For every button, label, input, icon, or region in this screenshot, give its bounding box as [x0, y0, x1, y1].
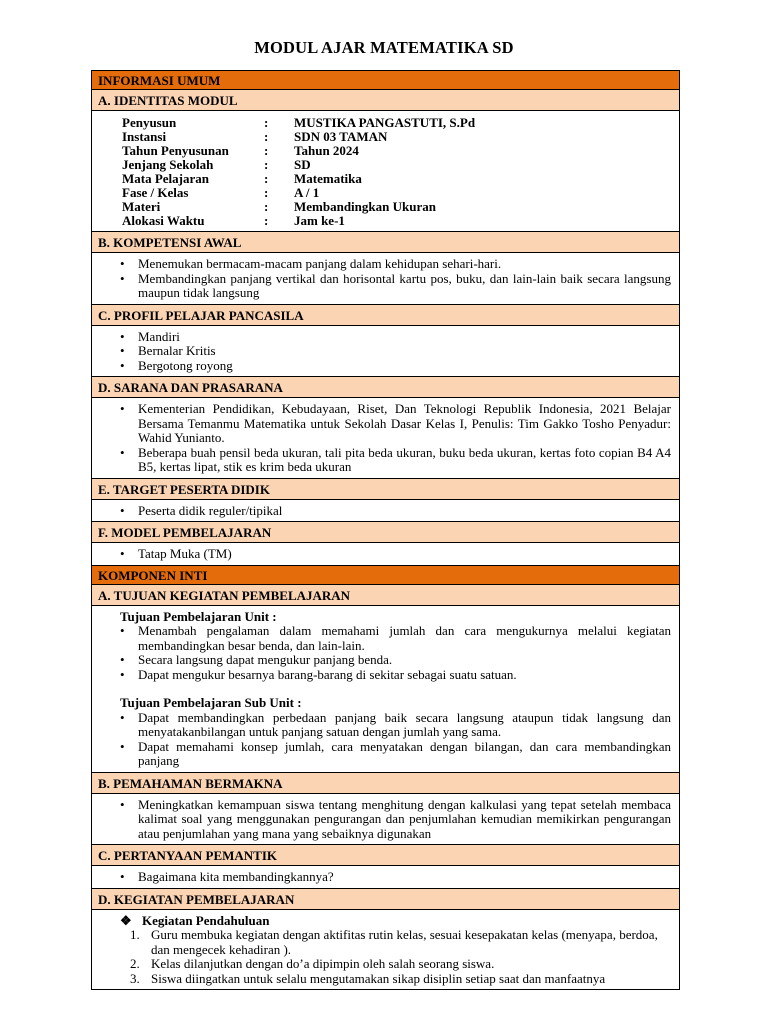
tujuan-content [92, 606, 679, 773]
identitas-key: Fase / Kelas [122, 185, 189, 200]
identitas-colon: : [264, 143, 269, 158]
header-profil-pelajar: C. PROFIL PELAJAR PANCASILA [92, 305, 679, 326]
identitas-colon: : [264, 213, 269, 228]
identitas-row [122, 186, 679, 200]
identitas-colon: : [264, 115, 269, 130]
diamond-bullet-icon: ❖ [120, 912, 132, 928]
pertanyaan-content [92, 866, 679, 889]
identitas-row [122, 200, 679, 214]
list-item: • Meningkatkan kemampuan siswa tentang menghitung dengan kalkulasi yang tepat setelah membaca kalimat soal yang menggunakan pengurangan dan penjumlahan kemudian memikirkan pengurangan atau penjumlahan yang mana yang sebaiknya digunakan [100, 798, 671, 842]
identitas-list [92, 111, 679, 232]
list-item: • Membandingkan panjang vertikal dan horisontal kartu pos, buku, dan lain-lain baik secara langsung maupun tidak langsung [100, 272, 671, 301]
identitas-key: Penyusun [122, 115, 177, 130]
identitas-colon: : [264, 199, 269, 214]
identitas-key: Alokasi Waktu [122, 213, 205, 228]
tujuan-subunit-title: Tujuan Pembelajaran Sub Unit : [120, 695, 302, 710]
tujuan-unit-title: Tujuan Pembelajaran Unit : [120, 608, 277, 624]
list-item: • Beberapa buah pensil beda ukuran, tali pita beda ukuran, buku beda ukuran, kertas foto copian B4 A4 B5, kertas lipat, stik es krim beda ukuran [100, 446, 671, 475]
model-content [92, 543, 679, 566]
identitas-value: Membandingkan Ukuran [294, 199, 436, 214]
profil-content [92, 326, 679, 378]
target-content [92, 500, 679, 523]
identitas-row [122, 172, 679, 186]
document-title: MODUL AJAR MATEMATIKA SD [254, 38, 514, 57]
list-item: • Mandiri [100, 330, 671, 345]
pemahaman-content [92, 794, 679, 846]
list-item: • Dapat membandingkan perbedaan panjang baik secara langsung ataupun tidak langsung dan menyatakanbilangan untuk panjang satuan dengan jumlah yang sama. [100, 711, 671, 740]
identitas-key: Tahun Penyusunan [122, 143, 229, 158]
identitas-value: SDN 03 TAMAN [294, 129, 388, 144]
identitas-row [122, 144, 679, 158]
identitas-value: Jam ke-1 [294, 213, 345, 228]
header-kompetensi-awal: B. KOMPETENSI AWAL [92, 232, 679, 253]
header-pertanyaan-pemantik: C. PERTANYAAN PEMANTIK [92, 845, 679, 866]
list-item: • Bergotong royong [100, 359, 671, 374]
section-komponen-inti: KOMPONEN INTI [92, 566, 679, 585]
step-number: 1. [130, 927, 140, 942]
identitas-value: MUSTIKA PANGASTUTI, S.Pd [294, 115, 476, 130]
list-item: • Peserta didik reguler/tipikal [100, 504, 671, 519]
list-item [100, 957, 671, 972]
list-item [100, 928, 671, 957]
header-identitas-modul: A. IDENTITAS MODUL [92, 90, 679, 111]
header-model-pembelajaran: F. MODEL PEMBELAJARAN [92, 522, 679, 543]
kegiatan-subheading [100, 914, 671, 929]
identitas-row [122, 214, 679, 228]
identitas-colon: : [264, 157, 269, 172]
list-item: • Secara langsung dapat mengukur panjang benda. [100, 653, 671, 668]
header-sarana-prasarana: D. SARANA DAN PRASARANA [92, 377, 679, 398]
list-item: • Bernalar Kritis [100, 344, 671, 359]
kegiatan-content [92, 910, 679, 990]
identitas-value: Matematika [294, 171, 362, 186]
header-tujuan-kegiatan: A. TUJUAN KEGIATAN PEMBELAJARAN [92, 585, 679, 606]
step-number: 2. [130, 956, 140, 971]
identitas-key: Mata Pelajaran [122, 171, 210, 186]
identitas-key: Instansi [122, 129, 167, 144]
header-pemahaman-bermakna: B. PEMAHAMAN BERMAKNA [92, 773, 679, 794]
module-table [91, 70, 680, 990]
kegiatan-subtitle: Kegiatan Pendahuluan [142, 912, 270, 928]
step-text: Kelas dilanjutkan dengan do’a dipimpin oleh salah seorang siswa. [151, 956, 495, 971]
identitas-value: A / 1 [294, 185, 320, 200]
identitas-row [122, 158, 679, 172]
section-informasi-umum: INFORMASI UMUM [92, 71, 679, 90]
list-item: • Menambah pengalaman dalam memahami jumlah dan cara mengukurnya melalui kegiatan membandingkan besar benda, dan lain-lain. [100, 624, 671, 653]
identitas-value: SD [294, 157, 311, 172]
list-item: • Kementerian Pendidikan, Kebudayaan, Riset, Dan Teknologi Republik Indonesia, 2021 Belajar Bersama Temanmu Matematika untuk Sekolah Dasar Kelas I, Penulis: Tim Gakko Tosho Penyadur: Wahid Yunianto. [100, 402, 671, 446]
identitas-row [122, 116, 679, 130]
list-item [100, 972, 671, 987]
header-target-peserta: E. TARGET PESERTA DIDIK [92, 479, 679, 500]
step-text: Guru membuka kegiatan dengan aktifitas rutin kelas, sesuai kesepakatan kelas (menyapa, berdoa, dan mengecek kehadiran ). [151, 927, 658, 957]
identitas-colon: : [264, 171, 269, 186]
identitas-colon: : [264, 185, 269, 200]
kompetensi-content [92, 253, 679, 305]
list-item: • Tatap Muka (TM) [100, 547, 671, 562]
identitas-key: Jenjang Sekolah [122, 157, 214, 172]
identitas-colon: : [264, 129, 269, 144]
identitas-row [122, 130, 679, 144]
step-number: 3. [130, 970, 140, 986]
step-text: Siswa diingatkan untuk selalu mengutamakan sikap disiplin setiap saat dan manfaatnya [151, 970, 606, 986]
list-item: • Dapat memahami konsep jumlah, cara menyatakan dengan bilangan, dan cara membandingkan panjang [100, 740, 671, 769]
list-item: • Bagaimana kita membandingkannya? [100, 870, 671, 885]
sarana-content [92, 398, 679, 479]
identitas-value: Tahun 2024 [294, 143, 359, 158]
list-item: • Menemukan bermacam-macam panjang dalam kehidupan sehari-hari. [100, 257, 671, 272]
header-kegiatan-pembelajaran: D. KEGIATAN PEMBELAJARAN [92, 889, 679, 910]
list-item: • Dapat mengukur besarnya barang-barang di sekitar sebagai suatu satuan. [100, 668, 671, 683]
identitas-key: Materi [122, 199, 161, 214]
